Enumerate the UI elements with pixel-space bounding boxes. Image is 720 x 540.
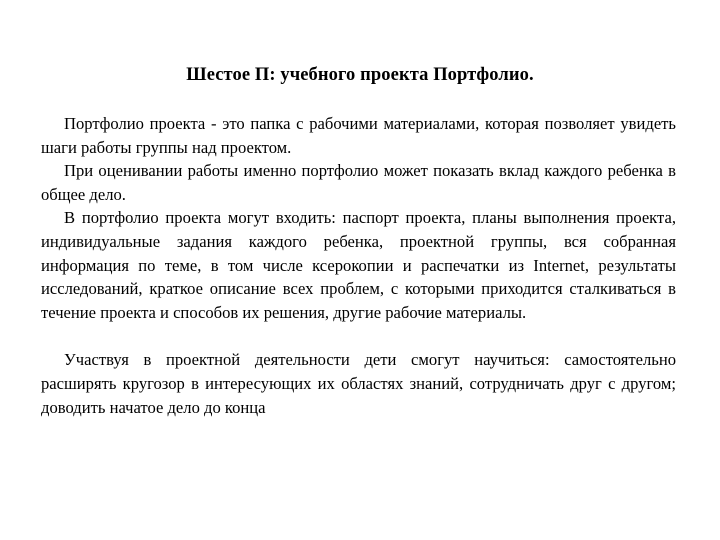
paragraph-learning-outcomes: Участвуя в проектной деятельности дети смогут научиться: самостоятельно расширять кругозор в интересующих их областях знаний, сотрудничать друг с другом; доводить начатое дело до конца (41, 350, 676, 417)
paragraph-portfolio-definition: Портфолио проекта - это папка с рабочими материалами, которая позволяет увидеть шаги работы группы над проектом. (41, 114, 676, 157)
slide-body (41, 112, 676, 419)
slide-title: Шестое П: учебного проекта Портфолио. (186, 65, 534, 85)
paragraph-portfolio-assessment: При оценивании работы именно портфолио может показать вклад каждого ребенка в общее дело. (41, 161, 676, 204)
paragraph-portfolio-contents: В портфолио проекта могут входить: паспорт проекта, планы выполнения проекта, индивидуальные задания каждого ребенка, проектной группы, вся собранная информация по теме, в том числе ксерокопии и распечатки из Internet, результаты исследований, краткое описание всех проблем, с которыми приходится сталкиваться в течение проекта и способов их решения, другие рабочие материалы. (41, 208, 676, 322)
